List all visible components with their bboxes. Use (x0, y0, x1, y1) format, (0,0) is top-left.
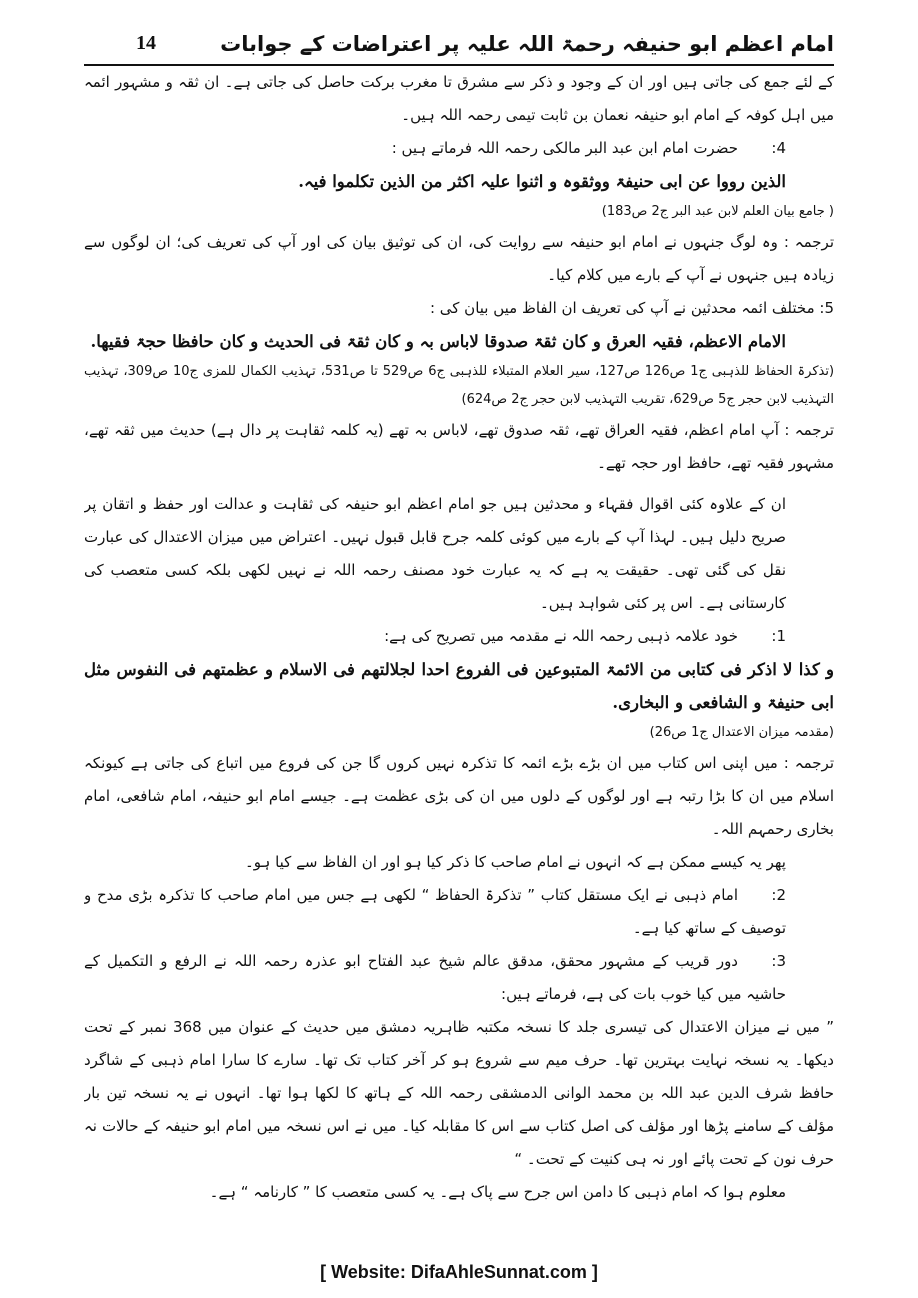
arabic-quote-2: الامام الاعظم، فقیہ العرق و کان ثقۃ صدوقا لاباس بہ و کان ثقۃ فی الحدیث و کان حافظا حجۃ فقیھا. (90, 332, 786, 351)
list-item-3-text: دور قریب کے مشہور محقق، مدقق عالم شیخ عبد الفتاح ابو عذرہ رحمہ اللہ نے الرفع و التکمیل کے حاشیہ میں کیا خوب بات کی ہے، فرماتے ہیں: (84, 952, 786, 1003)
arabic-quote-3: و کذا لا اذکر فی کتابی من الائمۃ المتبوعین فی الفروع احدا لجلالتھم فی الاسلام و عظمتھم فی النفوس مثل ابی حنیفۃ و الشافعی و البخاری. (84, 660, 834, 712)
list-item-2-number: 2: (771, 886, 786, 904)
translation-2: ترجمہ : آپ امام اعظم، فقیہ العراق تھے، ثقہ صدوق تھے، لاباس بہ تھے (یہ کلمہ ثقاہت پر دال ہے) حدیث میں ثقہ تھے، مشہور فقیہ تھے، حافظ اور حجہ تھے۔ (84, 421, 834, 472)
list-item-4-text: حضرت امام ابن عبد البر مالکی رحمہ اللہ فرماتے ہیں : (391, 139, 738, 157)
list-item-4-number: 4: (771, 139, 786, 157)
spacer (84, 480, 834, 488)
paragraph-2: ان کے علاوہ کئی اقوال فقہاء و محدثین ہیں جو امام اعظم ابو حنیفہ کی ثقاہت و عدالت اور حفظ و اتقان پر صریح دلیل ہیں۔ لہذا آپ کے بارے میں کوئی کلمہ جرح قابل قبول نہیں۔ اعتراض میں میزان الاعتدال کی عبارت نقل کی گئی تھی۔ حقیقت یہ ہے کہ یہ عبارت خود مصنف رحمہ اللہ نے نہیں لکھی بلکہ کسی متعصب کی کارستانی ہے۔ اس پر کئی شواہد ہیں۔ (84, 495, 786, 612)
reference-3: (مقدمہ میزان الاعتدال ج1 ص26) (649, 725, 834, 740)
paragraph-3: پھر یہ کیسے ممکن ہے کہ انہوں نے امام صاحب کا ذکر کیا ہو اور ان الفاظ سے کیا ہو۔ (244, 853, 786, 871)
reference-2: (تذکرۃ الحفاظ للذہبی ج1 ص126 ص127، سیر العلام المتبلاء للذہبی ج6 ص529 تا ص531، تہذیب الکمال للمزی ج10 ص309، تہذیب التہذیب لابن حجر ج5 ص629، تقریب التہذیب لابن حجر ج2 ص624) (84, 364, 834, 407)
list-item-3-number: 3: (771, 952, 786, 970)
list-item-1-number: 1: (771, 627, 786, 645)
list-item-5: 5: مختلف ائمہ محدثین نے آپ کی تعریف ان الفاظ میں بیان کی : (429, 299, 834, 317)
paragraph-4: معلوم ہوا کہ امام ذہبی کا دامن اس جرح سے پاک ہے۔ یہ کسی متعصب کا ” کارنامہ “ ہے۔ (209, 1183, 786, 1201)
website-footer: [ Website: DifaAhleSunnat.com ] (320, 1262, 598, 1282)
header-title: امام اعظم ابو حنیفہ رحمۃ اللہ علیہ پر اعتراضات کے جوابات (220, 32, 834, 56)
page-number: 14 (136, 32, 156, 54)
page-header (84, 28, 834, 62)
list-item-1 (84, 620, 834, 653)
page-body (84, 66, 834, 1246)
list-item-1-text: خود علامہ ذہبی رحمہ اللہ نے مقدمہ میں تصریح کی ہے: (384, 627, 738, 645)
list-item-3 (84, 945, 834, 1011)
list-item-4 (84, 132, 834, 165)
translation-1: ترجمہ : وہ لوگ جنہوں نے امام ابو حنیفہ سے روایت کی، ان کی توثیق بیان کی اور آپ کی تعریف کی؛ ان لوگوں سے زیادہ ہیں جنہوں نے آپ کے بارے میں کلام کیا۔ (84, 233, 834, 284)
list-item-2-text: امام ذہبی نے ایک مستقل کتاب ” تذکرۃ الحفاظ “ لکھی ہے جس میں امام صاحب کا تذکرہ بڑی مدح و توصیف کے ساتھ کیا ہے۔ (84, 886, 786, 937)
translation-3: ترجمہ : میں اپنی اس کتاب میں ان بڑے بڑے ائمہ کا تذکرہ نہیں کروں گا جن کی فروع میں اتباع کی جاتی ہے کیونکہ اسلام میں ان کا بڑا رتبہ ہے اور لوگوں کے دلوں میں ان کی بڑی عظمت ہے۔ جیسے امام ابو حنیفہ، امام شافعی، امام بخاری رحمہم اللہ۔ (84, 754, 834, 838)
arabic-quote-1: الذین رووا عن ابی حنیفۃ ووثقوہ و اثنوا علیہ اکثر من الذین تکلموا فیہ. (298, 172, 786, 191)
block-quote: ” میں نے میزان الاعتدال کی تیسری جلد کا نسخہ مکتبہ ظاہریہ دمشق میں حدیث کے عنوان میں 368 نمبر کے تحت دیکھا۔ یہ نسخہ نہایت بہترین تھا۔ حرف میم سے شروع ہو کر آخر کتاب تک تھا۔ سارے کا سارا امام ذہبی کے شاگرد حافظ شرف الدین عبد اللہ بن محمد الوانی الدمشقی رحمہ اللہ کے ہاتھ کا لکھا ہوا تھا۔ انہوں نے یہ نسخہ تین بار مؤلف کے سامنے پڑھا اور مؤلف کی اصل کتاب سے اس کا مقابلہ کیا۔ میں نے اس نسخہ میں امام ابو حنیفہ کے حالات نہ حرف نون کے تحت پائے اور نہ ہی کنیت کے تحت۔ “ (84, 1018, 834, 1168)
paragraph-1: کے لئے جمع کی جاتی ہیں اور ان کے وجود و ذکر سے مشرق تا مغرب برکت حاصل کی جاتی ہے۔ ان ثقہ و مشہور ائمہ میں اہل کوفہ کے امام ابو حنیفہ نعمان بن ثابت تیمی رحمہ اللہ ہیں۔ (84, 73, 834, 124)
list-item-2 (84, 879, 834, 945)
reference-1: ( جامع بیان العلم لابن عبد البر ج2 ص183) (601, 204, 834, 219)
